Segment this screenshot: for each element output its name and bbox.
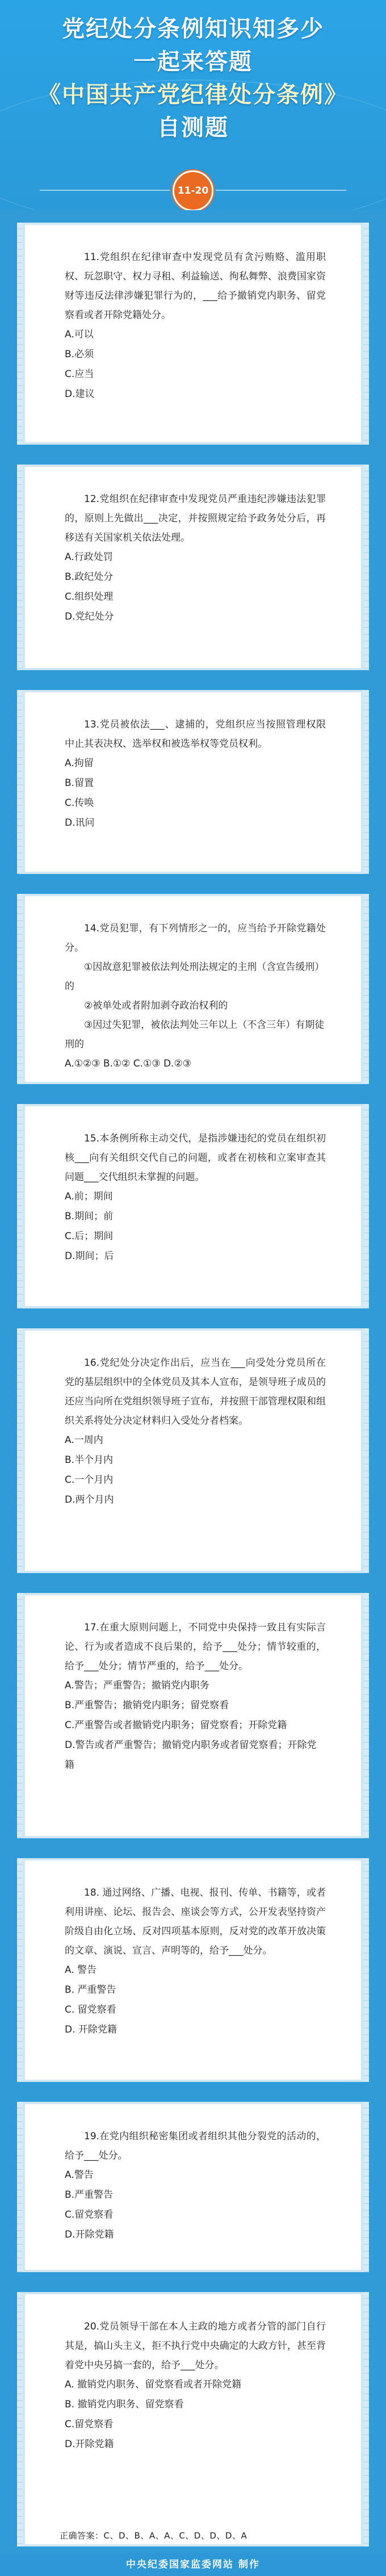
question-text: 19.在党内组织秘密集团或者组织其他分裂党的活动的，给予___处分。 xyxy=(65,2131,326,2161)
option-c: C.留党察看 xyxy=(65,2209,114,2220)
option-c: C.一个月内 xyxy=(65,1474,114,1486)
option-row: A.①②③ B.①② C.①③ D.②③ xyxy=(65,1058,191,1069)
option-c: C.组织处理 xyxy=(65,591,114,603)
question-text: 11.党组织在纪律审查中发现党员有贪污贿赂、滥用职权、玩忽职守、权力寻租、利益输送、徇私舞弊、浪费国家资财等违反法律涉嫌犯罪行为的，___给予撤销党内职务、留党察看或者开除党籍处分。 xyxy=(65,252,326,321)
question-text: 18. 通过网络、广播、电视、报刊、传单、书籍等，或者利用讲座、论坛、报告会、座谈会等方式，公开发表坚持资产阶级自由化立场、反对四项基本原则，反对党的改革开放决策的文章、演说、宣言、声明等的，给予___处分。 xyxy=(65,1887,326,1956)
option-a: A. 警告 xyxy=(65,1964,97,1976)
question-card-18 xyxy=(23,1858,363,2082)
option-d: D.两个月内 xyxy=(65,1494,114,1506)
option-b: B.严重警告 xyxy=(65,2189,114,2201)
question-card-16 xyxy=(23,1328,363,1573)
question-text: 20.党员领导干部在本人主政的地方或者分管的部门自行其是，搞山头主义，拒不执行党中央确定的大政方针，甚至背着党中央另搞一套的，给予___处分。 xyxy=(65,2321,326,2371)
title-line-3: 《中国共产党纪律处分条例》 xyxy=(38,81,348,108)
question-card-13 xyxy=(23,690,363,874)
option-a: A.警告；严重警告；撤销党内职务 xyxy=(65,1680,209,1691)
option-c: C.留党察看 xyxy=(65,2419,114,2430)
question-text: 14.党员犯罪，有下列情形之一的，应当给予开除党籍处分。 xyxy=(65,923,326,954)
option-a: A. 撤销党内职务、留党察看或者开除党籍 xyxy=(65,2379,242,2390)
option-b: B.半个月内 xyxy=(65,1454,114,1466)
option-d: D.党纪处分 xyxy=(65,611,114,622)
footer-credit: 中央纪委国家监委网站 制作 xyxy=(0,2553,386,2576)
header xyxy=(0,0,386,210)
option-d: D. 开除党籍 xyxy=(65,2024,117,2035)
title-line-2: 一起来答题 xyxy=(133,48,253,75)
option-c: C. 留党察看 xyxy=(65,2004,116,2015)
header-divider-left xyxy=(40,190,170,191)
title-line-4: 自测题 xyxy=(157,114,229,141)
question-text: 16.党纪处分决定作出后，应当在___向受处分党员所在党的基层组织中的全体党员及其本人宣布，是领导班子成员的还应当向所在党组织领导班子宣布，并按照干部管理权限和组织关系将处分决定材料归入受处分者档案。 xyxy=(65,1357,326,1427)
condition-2: ②被单处或者附加剥夺政治权利的 xyxy=(84,1000,228,1011)
option-d: D.期间；后 xyxy=(65,1251,114,1262)
option-c: C.后；期间 xyxy=(65,1231,114,1242)
option-b: B.必须 xyxy=(65,349,94,360)
option-a: A.前；期间 xyxy=(65,1191,113,1202)
condition-1: ①因故意犯罪被依法判处刑法规定的主刑（含宣告缓刑）的 xyxy=(65,961,325,992)
title-line-1: 党纪处分条例知识知多少 xyxy=(62,15,324,42)
option-d: D.开除党籍 xyxy=(65,2229,114,2240)
question-card-15 xyxy=(23,1104,363,1308)
question-text: 13.党员被依法___、逮捕的，党组织应当按照管理权限中止其表决权、选举权和被选举权等党员权利。 xyxy=(65,719,326,750)
option-c: C.传唤 xyxy=(65,797,94,809)
option-b: B.留置 xyxy=(65,777,94,789)
option-b: B. 严重警告 xyxy=(65,1984,116,1996)
option-a: A.拘留 xyxy=(65,758,94,769)
question-text: 15.本条例所称主动交代，是指涉嫌违纪的党员在组织初核___向有关组织交代自己的问题，或者在初核和立案审查其问题___交代组织未掌握的问题。 xyxy=(65,1133,326,1183)
range-badge: 11-20 xyxy=(173,170,213,210)
question-card-14 xyxy=(23,894,363,1084)
option-b: B.期间；前 xyxy=(65,1211,114,1222)
question-text: 17.在重大原则问题上，不同党中央保持一致且有实际言论、行为或者造成不良后果的，给予___处分；情节较重的，给予___处分；情节严重的，给予___处分。 xyxy=(65,1622,326,1672)
question-card-17 xyxy=(23,1593,363,1838)
option-d: D.开除党籍 xyxy=(65,2439,114,2450)
option-d: D.讯问 xyxy=(65,817,95,829)
condition-3: ③因过失犯罪，被依法判处三年以上（不含三年）有期徒刑的 xyxy=(65,1019,325,1050)
option-b: B.严重警告；撤销党内职务；留党察看 xyxy=(65,1700,229,1711)
question-card-12 xyxy=(23,465,363,670)
option-d: D.建议 xyxy=(65,388,95,400)
question-card-11 xyxy=(23,223,363,445)
option-a: A.可以 xyxy=(65,329,94,340)
answer-key: 正确答案：C、D、B、A、A、C、D、D、D、A xyxy=(60,2531,247,2541)
option-a: A.一周内 xyxy=(65,1435,103,1446)
question-text: 12.党组织在纪律审查中发现党员严重违纪涉嫌违法犯罪的，原则上先做出___决定，并按照规定给予政务处分后，再移送有关国家机关依法处理。 xyxy=(65,494,326,543)
option-a: A.警告 xyxy=(65,2169,94,2181)
option-c: C.严重警告或者撤销党内职务；留党察看；开除党籍 xyxy=(65,1720,287,1731)
option-a: A.行政处罚 xyxy=(65,551,113,563)
option-c: C.应当 xyxy=(65,369,94,380)
option-d: D.警告或者严重警告；撤销党内职务或者留党察看；开除党籍 xyxy=(65,1739,317,1771)
option-b: B.政纪处分 xyxy=(65,571,114,583)
option-b: B. 撤销党内职务、留党察看 xyxy=(65,2399,184,2410)
question-card-19 xyxy=(23,2102,363,2272)
question-card-20 xyxy=(23,2292,363,2546)
header-divider-right xyxy=(216,190,346,191)
